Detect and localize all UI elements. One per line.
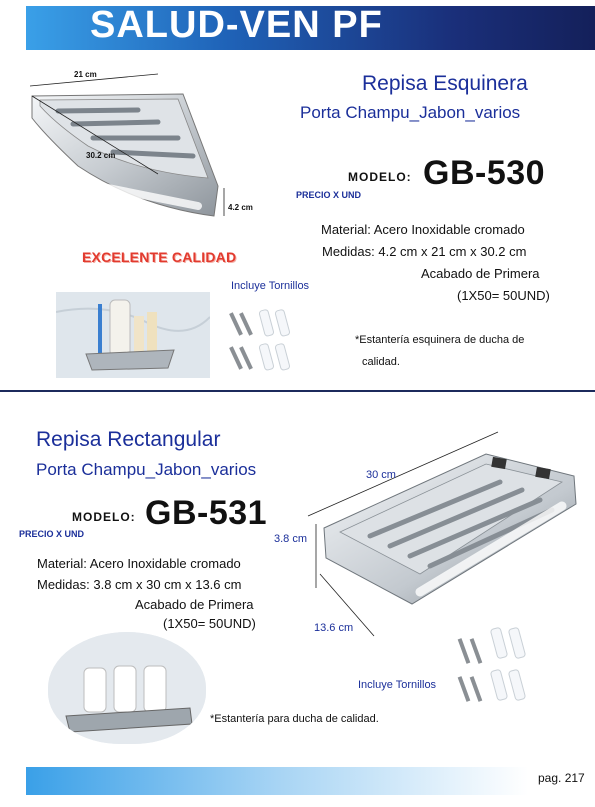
product2-incluye-tornillos: Incluye Tornillos	[358, 679, 437, 691]
product2-title: Repisa Rectangular	[36, 428, 221, 451]
product2-modelo-code: GB-531	[145, 494, 268, 532]
quality-tagline: EXCELENTE CALIDAD	[82, 249, 237, 265]
screws-anchors-image-2	[452, 622, 542, 714]
product1-note-line1: *Estantería esquinera de ducha de	[355, 334, 525, 346]
product1-acabado: Acabado de Primera	[421, 266, 540, 281]
section-divider	[0, 390, 595, 392]
product2-precio-label: PRECIO X UND	[19, 529, 85, 539]
product2-note: *Estantería para ducha de calidad.	[210, 713, 379, 725]
product2-photo	[48, 632, 206, 744]
product1-note-line2: calidad.	[362, 356, 400, 368]
product1-modelo-label: MODELO:	[348, 170, 412, 184]
page-number: pag. 217	[538, 771, 585, 785]
product2-subtitle: Porta Champu_Jabon_varios	[36, 460, 257, 479]
product2-modelo-label: MODELO:	[72, 510, 136, 524]
product2-pack: (1X50= 50UND)	[163, 616, 256, 631]
dim-length-label: 30 cm	[366, 469, 396, 481]
screws-anchors-image	[226, 308, 306, 378]
dim-height-label: 4.2 cm	[228, 203, 253, 212]
product1-title: Repisa Esquinera	[362, 72, 528, 95]
product2-material: Material: Acero Inoxidable cromado	[37, 556, 241, 571]
product1-photo	[56, 292, 210, 378]
brand-title: SALUD-VEN PF	[90, 4, 383, 46]
product1-subtitle: Porta Champu_Jabon_varios	[300, 103, 521, 122]
dim-depth-label: 13.6 cm	[314, 622, 354, 634]
product1-material: Material: Acero Inoxidable cromado	[321, 222, 525, 237]
corner-shelf-image	[18, 66, 240, 236]
product2-medidas: Medidas: 3.8 cm x 30 cm x 13.6 cm	[37, 577, 242, 592]
footer-bar	[26, 767, 528, 795]
dim-height-label-2: 3.8 cm	[274, 533, 308, 545]
dim-diagonal-label: 30.2 cm	[86, 151, 116, 160]
product1-modelo-code: GB-530	[423, 154, 546, 192]
product1-incluye-tornillos: Incluye Tornillos	[231, 280, 310, 292]
rectangular-shelf-image	[300, 424, 590, 644]
product2-acabado: Acabado de Primera	[135, 597, 254, 612]
product1-pack: (1X50= 50UND)	[457, 288, 550, 303]
dim-width-label: 21 cm	[74, 70, 97, 79]
product1-medidas: Medidas: 4.2 cm x 21 cm x 30.2 cm	[322, 244, 527, 259]
product1-precio-label: PRECIO X UND	[296, 190, 362, 200]
